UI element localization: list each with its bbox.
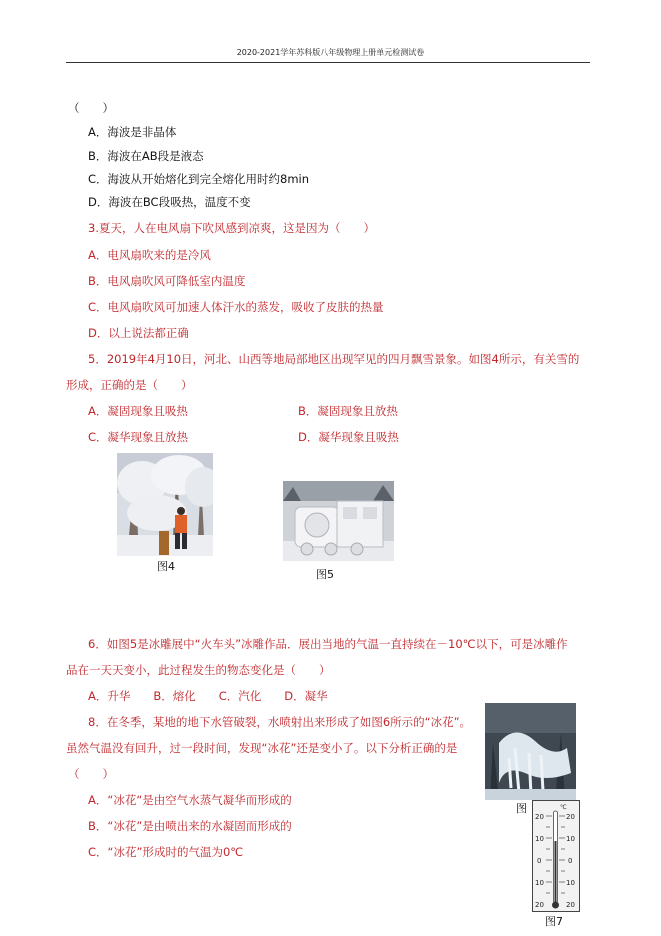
- q-prev-option-c: C．海波从开始熔化到完全熔化用时约8min: [88, 172, 310, 186]
- thermometer-label-right-20a: 20: [566, 813, 575, 821]
- figure-4-caption: 图4: [157, 560, 175, 573]
- figure-7-caption: 图7: [545, 915, 563, 928]
- q8-option-c: C．“冰花”形成时的气温为0℃: [88, 845, 244, 859]
- thermometer-label-right-10b: 10: [566, 879, 575, 887]
- q5-stem-line2: 形成，正确的是（ ）: [66, 378, 193, 392]
- q3-stem: 3.夏天，人在电风扇下吹风感到凉爽，这是因为（ ）: [88, 221, 375, 235]
- figure-5-image: [283, 481, 394, 561]
- figure-7-thermometer: [532, 800, 580, 912]
- q3-option-a: A．电风扇吹来的是冷风: [88, 248, 211, 262]
- q3-option-c: C．电风扇吹风可加速人体汗水的蒸发，吸收了皮肤的热量: [88, 300, 384, 314]
- q-prev-option-d: D．海波在BC段吸热，温度不变: [88, 195, 251, 209]
- thermometer-label-left-0: 0: [537, 857, 542, 865]
- thermometer-label-left-10a: 10: [535, 835, 544, 843]
- q3-option-b: B．电风扇吹风可降低室内温度: [88, 274, 246, 288]
- thermometer-label-left-10b: 10: [535, 879, 544, 887]
- q6-stem-line2: 品在一天天变小，此过程发生的物态变化是（ ）: [66, 663, 331, 677]
- q8-paren: （ ）: [68, 767, 114, 781]
- q5-option-a: A．凝固现象且吸热: [88, 404, 188, 418]
- figure-6-image: [485, 703, 576, 800]
- q5-option-b: B．凝固现象且放热: [298, 404, 398, 418]
- figure-6-caption: 图: [516, 802, 527, 815]
- thermometer-unit: ℃: [560, 804, 567, 811]
- q-prev-option-b: B．海波在AB段是液态: [88, 149, 204, 163]
- figure-4-image: [117, 453, 213, 556]
- q5-stem-line1: 5．2019年4月10日，河北、山西等地局部地区出现罕见的四月飘雪景象。如图4所示，有关雪的: [88, 352, 580, 366]
- q8-stem-line1: 8．在冬季，某地的地下水管破裂，水喷射出来形成了如图6所示的“冰花”。: [88, 715, 472, 729]
- thermometer-label-right-0: 0: [568, 857, 573, 865]
- thermometer-label-left-20a: 20: [535, 813, 544, 821]
- page-header-title: 2020-2021学年苏科版八年级物理上册单元检测试卷: [236, 48, 425, 57]
- q-prev-option-a: A．海波是非晶体: [88, 125, 177, 139]
- header-divider: [66, 62, 590, 63]
- q8-stem-line2: 虽然气温没有回升，过一段时间，发现“冰花”还是变小了。以下分析正确的是: [66, 741, 458, 755]
- q8-option-a: A．“冰花“是由空气水蒸气凝华而形成的: [88, 793, 292, 807]
- q6-stem-line1: 6．如图5是冰雕展中“火车头”冰雕作品．展出当地的气温一直持续在－10℃以下，可是冰雕作: [88, 637, 568, 651]
- q-prev-paren: （ ）: [68, 101, 114, 115]
- thermometer-label-right-10a: 10: [566, 835, 575, 843]
- q3-option-d: D．以上说法都正确: [88, 326, 189, 340]
- q5-option-d: D．凝华现象且吸热: [298, 430, 399, 444]
- q5-option-c: C．凝华现象且放热: [88, 430, 189, 444]
- q6-options: A．升华 B．熔化 C．汽化 D．凝华: [88, 689, 328, 703]
- thermometer-label-left-20b: 20: [535, 901, 544, 909]
- figure-5-caption: 图5: [316, 568, 334, 581]
- q8-option-b: B．“冰花”是由喷出来的水凝固而形成的: [88, 819, 292, 833]
- thermometer-label-right-20b: 20: [566, 901, 575, 909]
